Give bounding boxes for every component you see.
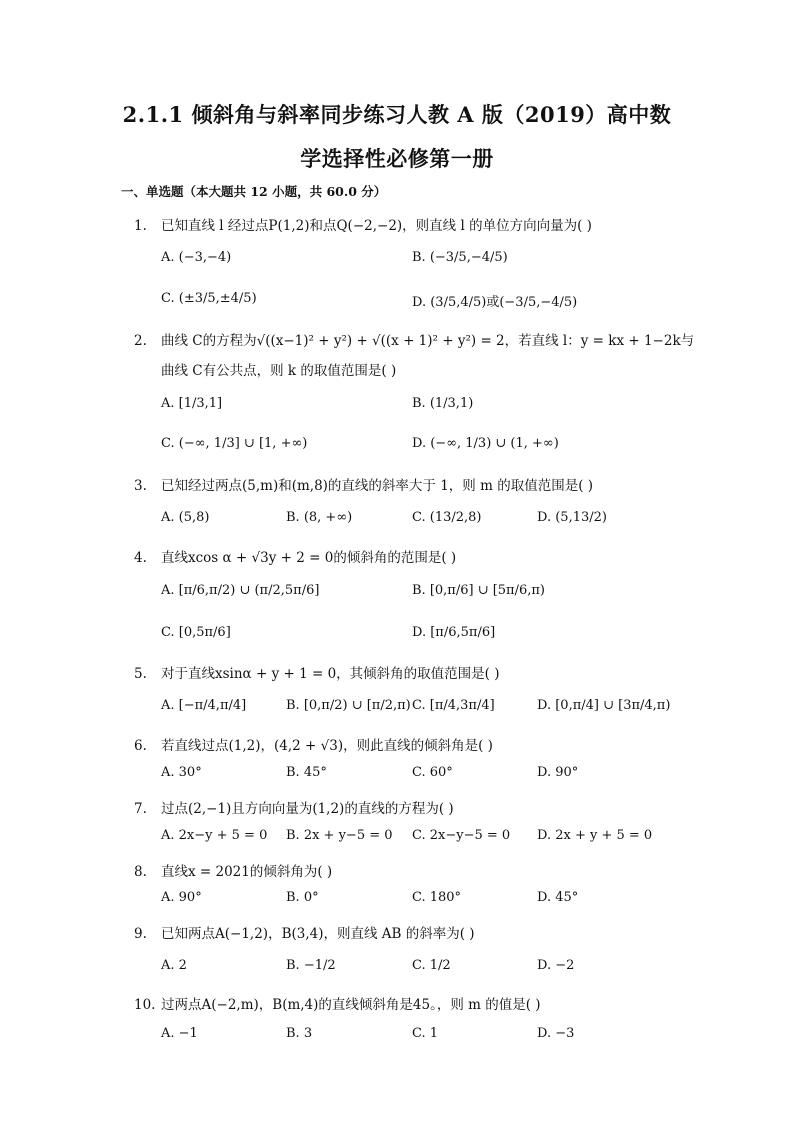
question-9 — [134, 922, 475, 942]
option-a: A. [1/3,1] — [161, 396, 223, 411]
option-a: A. −1 — [161, 1026, 198, 1041]
option-d: D. (3/5,4/5)或(−3/5,−4/5) — [412, 295, 578, 310]
question-1 — [134, 214, 592, 234]
question-stem: 已知经过两点(5,m)和(m,8)的直线的斜率大于 1，则 m 的取值范围是( ) — [161, 478, 594, 494]
question-number: 9. — [134, 926, 147, 942]
option-b: B. −1/2 — [286, 958, 336, 973]
option-d: D. (−∞, 1/3) ∪ (1, +∞) — [412, 436, 559, 451]
option-a: A. [−π/4,π/4] — [161, 698, 247, 713]
question-number: 2. — [134, 333, 147, 349]
option-c: C. (13/2,8) — [412, 510, 482, 525]
option-c: C. 1/2 — [412, 958, 451, 973]
question-number: 8. — [134, 864, 147, 880]
question-number: 5. — [134, 666, 147, 682]
option-b: B. 2x + y−5 = 0 — [286, 828, 393, 843]
option-c: C. 2x−y−5 = 0 — [412, 828, 511, 843]
option-a: A. 2x−y + 5 = 0 — [161, 828, 268, 843]
option-a: A. (−3,−4) — [161, 250, 232, 265]
question-number: 10. — [134, 997, 156, 1013]
option-b: B. 0° — [286, 890, 319, 905]
option-d: D. −2 — [537, 958, 575, 973]
option-a: A. (5,8) — [161, 510, 210, 525]
option-d: D. [0,π/4] ∪ [3π/4,π) — [537, 698, 671, 713]
option-c: C. 1 — [412, 1026, 439, 1041]
question-8 — [134, 860, 332, 880]
question-stem: 对于直线xsinα + y + 1 = 0，其倾斜角的取值范围是( ) — [161, 666, 500, 682]
question-stem: 若直线过点(1,2)，(4,2 + √3)，则此直线的倾斜角是( ) — [161, 738, 493, 754]
option-a: A. 90° — [161, 890, 202, 905]
option-b: B. [0,π/6] ∪ [5π/6,π) — [412, 583, 546, 598]
option-a: A. 2 — [161, 958, 187, 973]
option-b: B. (8, +∞) — [286, 510, 353, 525]
question-number: 3. — [134, 478, 147, 494]
option-d: D. 90° — [537, 765, 579, 780]
question-stem: 已知直线 l 经过点P(1,2)和点Q(−2,−2)，则直线 l 的单位方向向量为( ) — [161, 218, 592, 234]
question-stem: 已知两点A(−1,2)，B(3,4)，则直线 AB 的斜率为( ) — [161, 926, 475, 942]
question-stem: 直线xcos α + √3y + 2 = 0的倾斜角的范围是( ) — [161, 550, 457, 566]
question-stem: 过点(2,−1)且方向向量为(1,2)的直线的方程为( ) — [161, 801, 454, 817]
option-c: C. 180° — [412, 890, 462, 905]
question-number: 4. — [134, 550, 147, 566]
option-b: B. (−3/5,−4/5) — [412, 250, 508, 265]
option-c: C. (−∞, 1/3] ∪ [1, +∞) — [161, 436, 308, 451]
option-c: C. 60° — [412, 765, 453, 780]
question-number: 1. — [134, 218, 147, 234]
option-a: A. [π/6,π/2) ∪ (π/2,5π/6] — [161, 583, 320, 598]
option-d: D. (5,13/2) — [537, 510, 607, 525]
option-c: C. (±3/5,±4/5) — [161, 291, 257, 306]
question-number: 6. — [134, 738, 147, 754]
option-d: D. 2x + y + 5 = 0 — [537, 828, 653, 843]
option-b: B. (1/3,1) — [412, 396, 474, 411]
question-7 — [134, 797, 454, 817]
option-c: C. [π/4,3π/4] — [412, 698, 495, 713]
document-title-line-2: 学选择性必修第一册 — [300, 146, 494, 171]
question-5 — [134, 662, 499, 682]
option-b: B. 45° — [286, 765, 327, 780]
option-a: A. 30° — [161, 765, 202, 780]
question-number: 7. — [134, 801, 147, 817]
question-stem-continued: 曲线 C有公共点，则 k 的取值范围是( ) — [161, 363, 397, 379]
question-10 — [134, 993, 541, 1013]
question-stem: 过两点A(−2,m)，B(m,4)的直线倾斜角是45。，则 m 的值是( ) — [161, 997, 541, 1013]
question-6 — [134, 734, 493, 754]
question-3 — [134, 474, 593, 494]
section-heading: 一、单选题（本大题共 12 小题，共 60.0 分） — [121, 184, 387, 199]
question-2 — [134, 329, 694, 349]
option-d: D. −3 — [537, 1026, 575, 1041]
question-stem: 直线x = 2021的倾斜角为( ) — [161, 864, 333, 880]
option-d: D. [π/6,5π/6] — [412, 625, 496, 640]
option-c: C. [0,5π/6] — [161, 625, 231, 640]
question-4 — [134, 546, 456, 566]
question-stem: 曲线 C的方程为√((x−1)² + y²) + √((x + 1)² + y²) = 2，若直线 l：y = kx + 1−2k与 — [161, 333, 695, 349]
option-b: B. [0,π/2) ∪ [π/2,π) — [286, 698, 411, 713]
option-d: D. 45° — [537, 890, 579, 905]
document-title-line-1: 2.1.1 倾斜角与斜率同步练习人教 A 版（2019）高中数 — [122, 102, 672, 127]
option-b: B. 3 — [286, 1026, 313, 1041]
